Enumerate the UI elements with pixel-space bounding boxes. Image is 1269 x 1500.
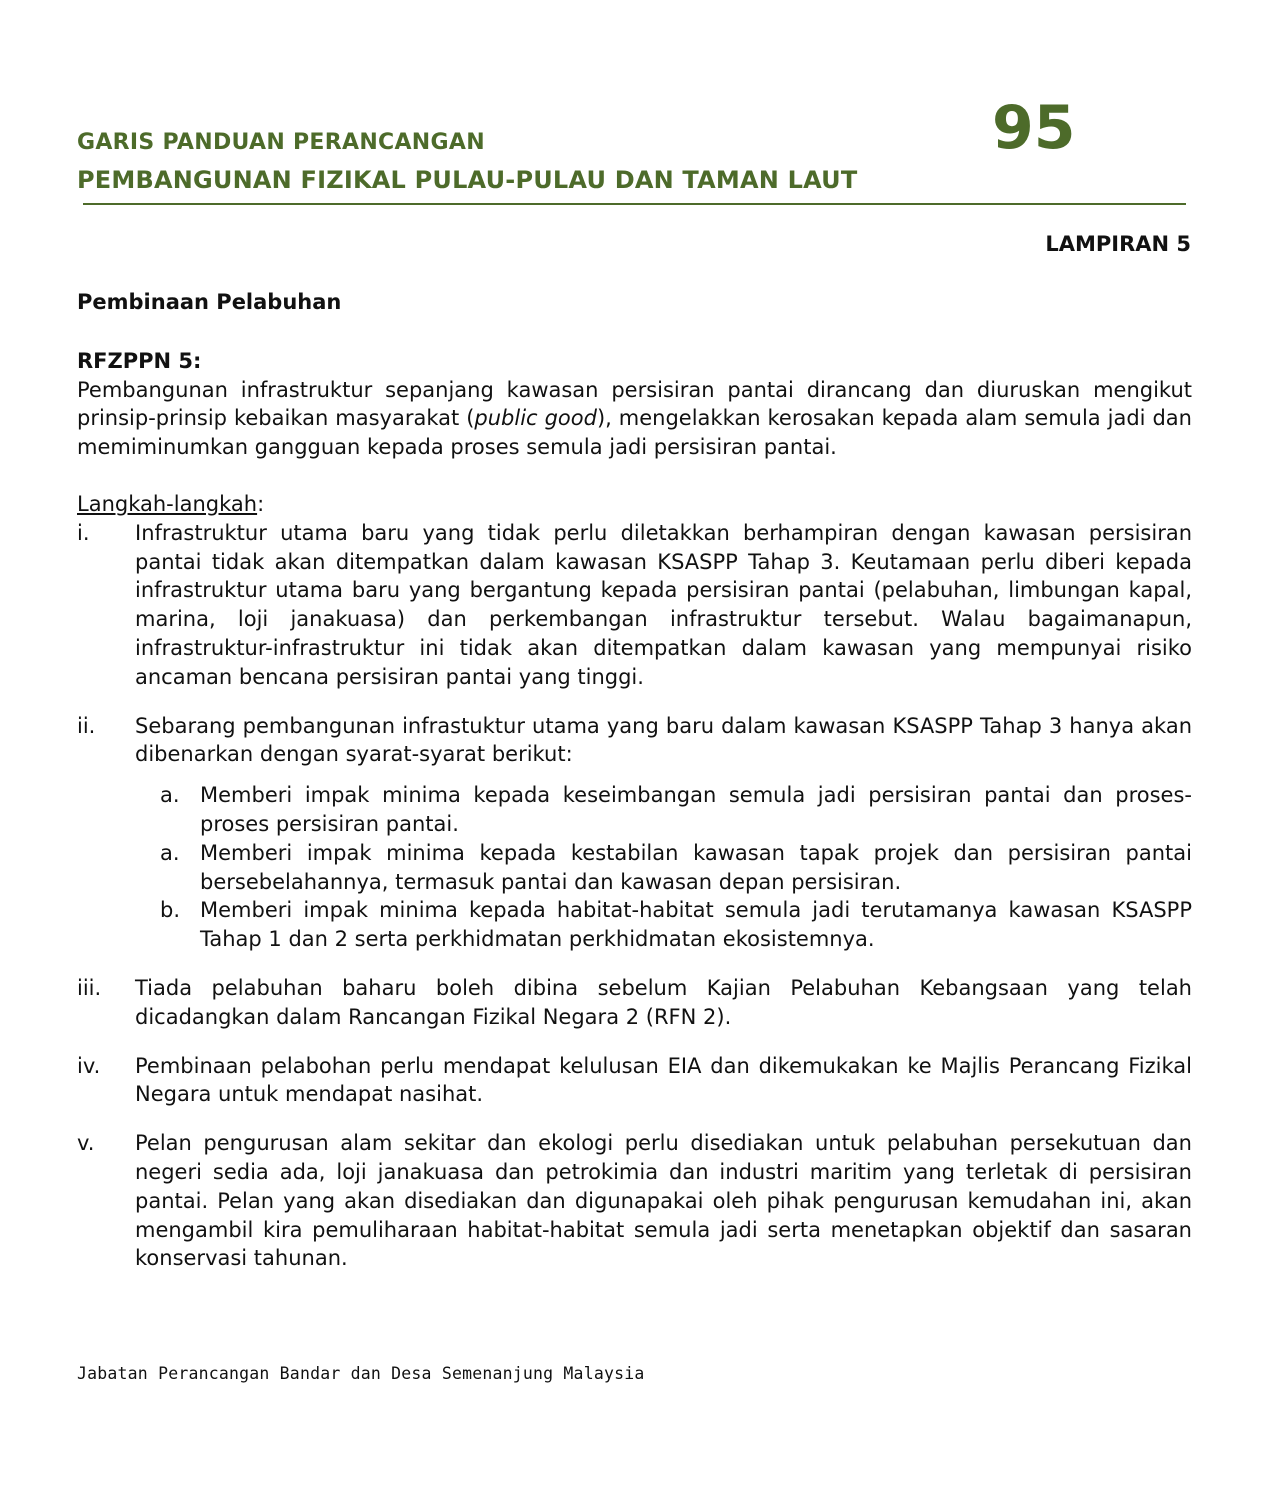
condition-list — [160, 781, 1192, 954]
policy-code: RFZPPN 5: — [77, 348, 202, 373]
step-text: Infrastruktur utama baru yang tidak perlu diletakkan berhampiran dengan kawasan persisiran pantai tidak akan ditempatkan dalam kawasan KSASPP Tahap 3. Keutamaan perlu diberi kepada infrastruktur utama baru yang bergantung kepada persisiran pantai (pelabuhan, limbungan kapal, marina, loji janakuasa) dan perkembangan infrastruktur tersebut. Walau bagaimanapun, infrastruktur-infrastruktur ini tidak akan ditempatkan dalam kawasan yang mempunyai risiko ancaman bencana persisiran pantai yang tinggi. — [135, 520, 1192, 689]
page-number: 95 — [992, 93, 1076, 163]
intro-paragraph — [77, 376, 1192, 462]
condition-letter: a. — [160, 783, 180, 808]
step-item — [77, 974, 1192, 1032]
step-text: Pembinaan pelabohan perlu mendapat kelulusan EIA dan dikemukakan ke Majlis Perancang Fizikal Negara untuk mendapat nasihat. — [135, 1053, 1192, 1107]
steps-heading-label: Langkah-langkah — [77, 491, 258, 516]
step-number: iii. — [77, 975, 102, 1000]
step-number: ii. — [77, 713, 96, 738]
header-title-line1: GARIS PANDUAN PERANCANGAN — [77, 130, 485, 155]
condition-text: Memberi impak minima kepada keseimbangan semula jadi persisiran pantai dan proses-proses persisiran pantai. — [200, 783, 1192, 836]
step-number: i. — [77, 520, 90, 545]
page-footer: Jabatan Perancangan Bandar dan Desa Semenanjung Malaysia — [77, 1364, 645, 1383]
steps-list — [77, 519, 1192, 1273]
intro-text-part1: Pembangunan infrastruktur sepanjang kawasan persisiran pantai dirancang dan diuruskan mengikut prinsip-prinsip kebaikan masyarakat ( — [77, 377, 1192, 431]
step-item — [77, 1052, 1192, 1110]
intro-text-part2: ), mengelakkan kerosakan kepada alam semula jadi dan memiminumkan gangguan kepada proses semula jadi persisiran pantai. — [77, 406, 1192, 460]
intro-italic-term: public good — [474, 406, 597, 431]
step-text: Tiada pelabuhan baharu boleh dibina sebelum Kajian Pelabuhan Kebangsaan yang telah dicadangkan dalam Rancangan Fizikal Negara 2 (RFN 2). — [135, 975, 1192, 1029]
header-title-line2: PEMBANGUNAN FIZIKAL PULAU-PULAU DAN TAMAN LAUT — [77, 166, 858, 194]
step-number: iv. — [77, 1053, 101, 1078]
step-text: Sebarang pembangunan infrastuktur utama yang baru dalam kawasan KSASPP Tahap 3 hanya akan dibenarkan dengan syarat-syarat berikut: — [135, 713, 1192, 767]
header-divider — [83, 203, 1186, 205]
step-content — [135, 712, 1192, 954]
step-item — [77, 519, 1192, 692]
condition-text: Memberi impak minima kepada habitat-habitat semula jadi terutamanya kawasan KSASPP Tahap 1 dan 2 serta perkhidmatan perkhidmatan ekosistemnya. — [200, 898, 1192, 952]
step-item — [77, 1129, 1192, 1273]
condition-item — [160, 839, 1192, 897]
step-number: v. — [77, 1131, 95, 1156]
appendix-label: LAMPIRAN 5 — [1045, 232, 1191, 256]
step-text: Pelan pengurusan alam sekitar dan ekologi perlu disediakan untuk pelabuhan persekutuan dan negeri sedia ada, loji janakuasa dan petrokimia dan industri maritim yang terletak di persisiran pantai. Pelan yang akan disediakan dan digunapakai oleh pihak pengurusan kemudahan ini, akan mengambil kira pemuliharaan habitat-habitat semula jadi serta menetapkan objektif dan sasaran konservasi tahunan. — [135, 1131, 1192, 1271]
document-body — [77, 288, 1192, 1273]
step-item — [77, 712, 1192, 954]
condition-item — [160, 896, 1192, 954]
condition-letter: b. — [160, 898, 181, 923]
condition-letter: a. — [160, 840, 180, 865]
steps-heading — [77, 490, 1192, 519]
section-title: Pembinaan Pelabuhan — [77, 290, 342, 314]
condition-text: Memberi impak minima kepada kestabilan kawasan tapak projek dan persisiran pantai bersebelahannya, termasuk pantai dan kawasan depan persisiran. — [200, 840, 1192, 894]
steps-heading-colon: : — [257, 491, 265, 516]
condition-item — [160, 781, 1192, 839]
